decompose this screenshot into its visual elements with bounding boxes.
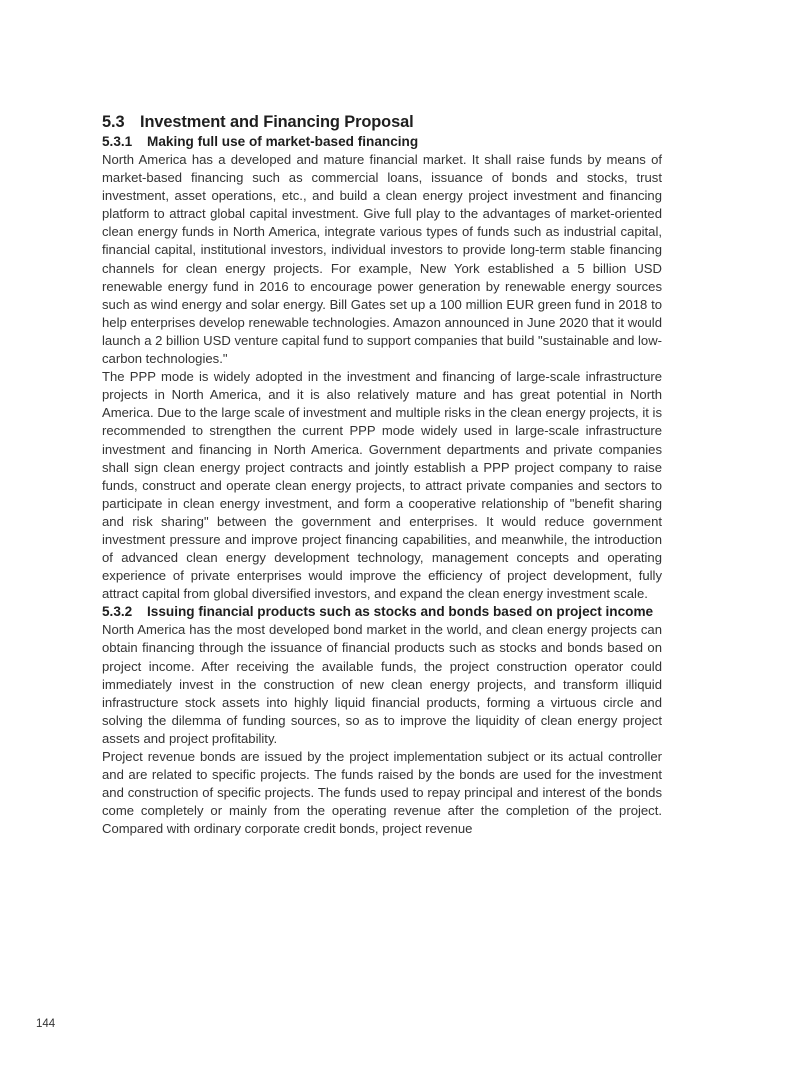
subsection-number: 5.3.1 [102, 134, 133, 149]
section-title: Investment and Financing Proposal [140, 113, 414, 131]
paragraph-bond-market: North America has the most developed bond market in the world, and clean energy projects can obtain financing through the issuance of financial products such as stocks and bonds based on project income. After receiving the available funds, the project construction operator could immediately invest in the construction of new clean energy projects, and transform illiquid infrastructure stock assets into highly liquid financial products, forming a virtuous circle and solving the dilemma of funding sources, so as to improve the liquidity of clean energy project assets and project profitability. [102, 622, 662, 746]
subsection-title: Issuing financial products such as stocks and bonds based on project income [147, 604, 654, 620]
subsection-number: 5.3.2 [102, 604, 133, 620]
section-heading [102, 111, 662, 133]
page-content [102, 111, 662, 838]
paragraph-ppp-mode: The PPP mode is widely adopted in the investment and financing of large-scale infrastructure projects in North America, and it is also relatively mature and has great potential in North America. Due to the large scale of investment and multiple risks in the clean energy projects, it is recommended to strengthen the current PPP mode widely used in large-scale infrastructure investment and financing in North America. Government departments and private companies shall sign clean energy project contracts and jointly establish a PPP project company to raise funds, construct and operate clean energy projects, to attract private companies and sectors to participate in clean energy investment, and form a cooperative relationship of "benefit sharing and risk sharing" between the government and enterprises. It would reduce government investment pressure and improve project financing capabilities, and meanwhile, the introduction of advanced clean energy development technology, management concepts and operating experience of private enterprises would improve the efficiency of project development, fully attract capital from global diversified investors, and expand the clean energy investment scale. [102, 369, 662, 602]
subsection-title: Making full use of market-based financing [147, 134, 419, 149]
page-number: 144 [36, 1018, 56, 1030]
section-number: 5.3 [102, 113, 125, 131]
subsection-heading-5-3-1 [102, 133, 662, 151]
paragraph-market-financing: North America has a developed and mature financial market. It shall raise funds by means of market-based financing such as commercial loans, issuance of bonds and stocks, trust investment, asset operations, etc., and build a clean energy project investment and financing platform to attract global capital investment. Give full play to the advantages of market-oriented clean energy funds in North America, integrate various types of funds such as industrial capital, financial capital, institutional investors, individual investors to provide long-term stable financing channels for clean energy projects. For example, New York established a 5 billion USD renewable energy fund in 2016 to encourage power generation by renewable energy sources such as wind energy and solar energy. Bill Gates set up a 100 million EUR green fund in 2018 to help enterprises develop renewable technologies. Amazon announced in June 2020 that it would launch a 2 billion USD venture capital fund to support companies that build "sustainable and low-carbon technologies." [102, 152, 663, 367]
paragraph-project-revenue-bonds: Project revenue bonds are issued by the project implementation subject or its actual controller and are related to specific projects. The funds raised by the bonds are used for the investment and construction of specific projects. The funds used to repay principal and interest of the bonds come completely or mainly from the operating revenue after the completion of the project. Compared with ordinary corporate credit bonds, project revenue [102, 749, 662, 837]
subsection-heading-5-3-2 [102, 603, 662, 621]
